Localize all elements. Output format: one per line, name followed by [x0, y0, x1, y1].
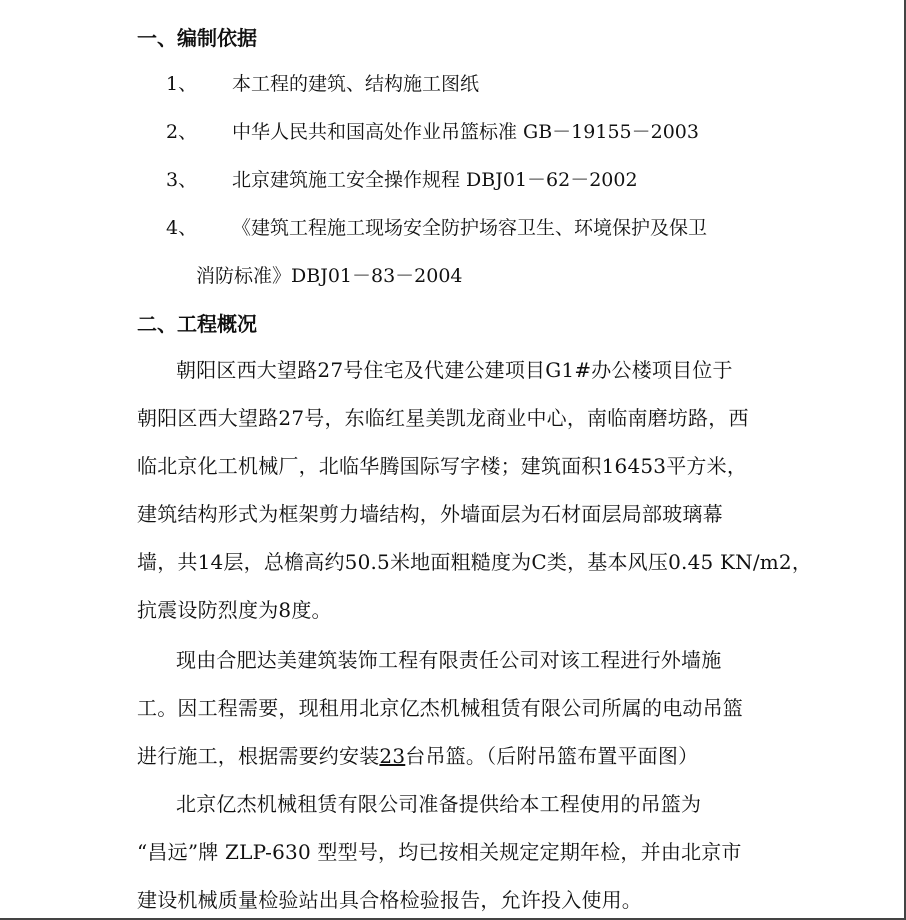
- paragraph1-line1: 朝阳区西大望路27号住宅及代建公建项目G1#办公楼项目位于: [176, 358, 733, 382]
- item2-text: 中华人民共和国高处作业吊篮标准 GB－19155－2003: [232, 121, 699, 143]
- paragraph2-line3-after: 台吊篮。（后附吊篮布置平面图）: [405, 744, 699, 768]
- section1-heading: 一、编制依据: [137, 26, 257, 50]
- paragraph2-line3: [137, 744, 698, 768]
- paragraph1-line5: 墙，共14层，总檐高约50.5米地面粗糙度为C类，基本风压0.45 KN/m2，: [137, 550, 813, 574]
- item4-text: 《建筑工程施工现场安全防护场容卫生、环境保护及保卫: [232, 217, 708, 239]
- paragraph1-line3: 临北京化工机械厂，北临华腾国际写字楼；建筑面积16453平方米，: [137, 454, 748, 478]
- item1-text: 本工程的建筑、结构施工图纸: [232, 73, 480, 95]
- section2-heading: 二、工程概况: [137, 312, 257, 336]
- paragraph2-line3-before: 进行施工，根据需要约安装: [137, 744, 380, 768]
- paragraph1-line6: 抗震设防烈度为8度。: [137, 598, 332, 622]
- paragraph2-line2: 工。因工程需要，现租用北京亿杰机械租赁有限公司所属的电动吊篮: [137, 696, 743, 720]
- item2-number: 2、: [166, 121, 198, 143]
- basket-count: 23: [379, 744, 406, 768]
- paragraph3-line1: 北京亿杰机械租赁有限公司准备提供给本工程使用的吊篮为: [176, 792, 702, 816]
- paragraph3-line2: “昌远”牌 ZLP-630 型型号，均已按相关规定定期年检，并由北京市: [137, 840, 742, 864]
- item4-continuation: 消防标准》DBJ01－83－2004: [196, 265, 463, 287]
- paragraph3-line3: 建设机械质量检验站出具合格检验报告，允许投入使用。: [137, 888, 642, 912]
- paragraph1-line4: 建筑结构形式为框架剪力墙结构，外墙面层为石材面层局部玻璃幕: [137, 502, 723, 526]
- paragraph2-line1: 现由合肥达美建筑装饰工程有限责任公司对该工程进行外墙施: [176, 648, 722, 672]
- item4-number: 4、: [166, 217, 198, 239]
- item3-number: 3、: [166, 169, 198, 191]
- item1-number: 1、: [166, 73, 198, 95]
- item3-text: 北京建筑施工安全操作规程 DBJ01－62－2002: [232, 169, 638, 191]
- paragraph1-line2: 朝阳区西大望路27号，东临红星美凯龙商业中心，南临南磨坊路，西: [137, 406, 749, 430]
